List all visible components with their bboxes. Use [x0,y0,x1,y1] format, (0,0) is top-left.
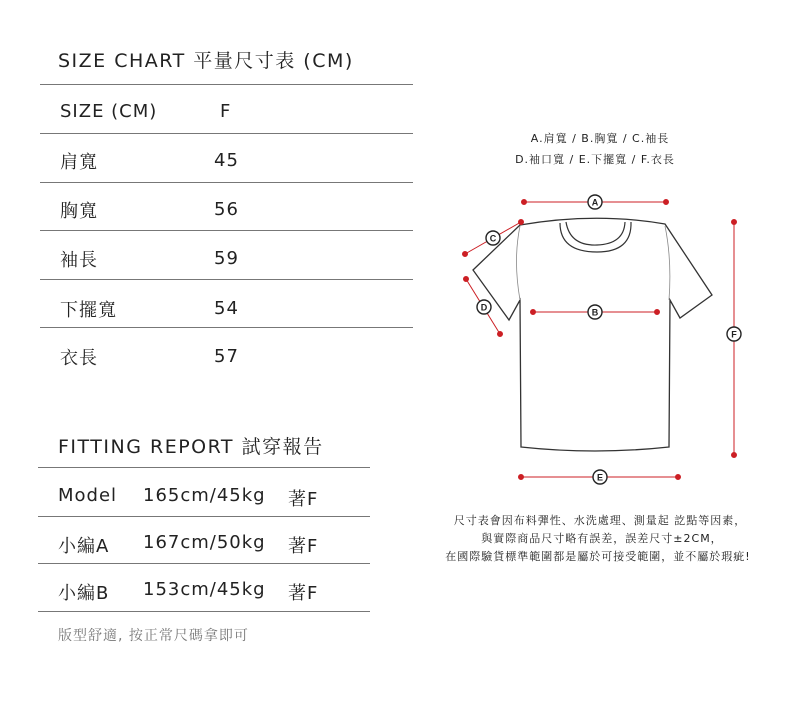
fitting-row-name: 小編B [58,583,110,604]
size-row-label-shoulder: 肩寬 [60,152,98,173]
fitting-row-name: 小編A [58,536,110,557]
size-chart-title: SIZE CHART 平量尺寸表 (CM) [58,50,354,72]
fitting-row-wear: 著F [288,536,319,557]
size-header-label: SIZE (CM) [60,101,158,122]
fitting-row-name: Model [58,485,118,506]
size-row-label-chest: 胸寬 [60,201,98,222]
size-row-label-sleeve: 袖長 [60,250,98,271]
marker-b-label: B [591,307,599,318]
diagram-legend-line-1: A.肩寬 / B.胸寬 / C.袖長 [530,132,670,145]
size-row-label-length: 衣長 [60,348,98,369]
marker-a-label: A [591,197,599,208]
size-row-value-chest: 56 [214,199,239,220]
marker-c-label: C [489,233,497,244]
disclaimer-line-2: 與實際商品尺寸略有誤差，誤差尺寸±2CM， [481,532,723,545]
fitting-row-measure: 167cm/50kg [143,532,266,553]
marker-f-label: F [731,329,737,340]
collar-icon [566,222,625,245]
fitting-row-measure: 153cm/45kg [143,579,266,600]
marker-e-label: E [596,472,604,483]
fitting-note: 版型舒適, 按正常尺碼拿即可 [58,628,249,644]
fitting-report-title: FITTING REPORT 試穿報告 [58,436,324,458]
diagram-legend-line-2: D.袖口寬 / E.下擺寬 / F.衣長 [515,153,675,166]
disclaimer-line-1: 尺寸表會因布料彈性、水洗處理、測量起 訖點等因素， [453,514,747,527]
size-row-value-hem: 54 [214,298,239,319]
fitting-row-wear: 著F [288,583,319,604]
size-row-value-length: 57 [214,346,239,367]
marker-d-label: D [480,302,488,313]
fitting-row-measure: 165cm/45kg [143,485,266,506]
size-row-value-shoulder: 45 [214,150,239,171]
fitting-row-wear: 著F [288,489,319,510]
size-row-value-sleeve: 59 [214,248,239,269]
disclaimer-line-3: 在國際驗貨標準範圍都是屬於可接受範圍，並不屬於瑕疵! [445,550,751,563]
size-header-value: F [220,101,232,122]
tshirt-outline-icon [473,218,712,451]
size-row-label-hem: 下擺寬 [60,300,117,321]
